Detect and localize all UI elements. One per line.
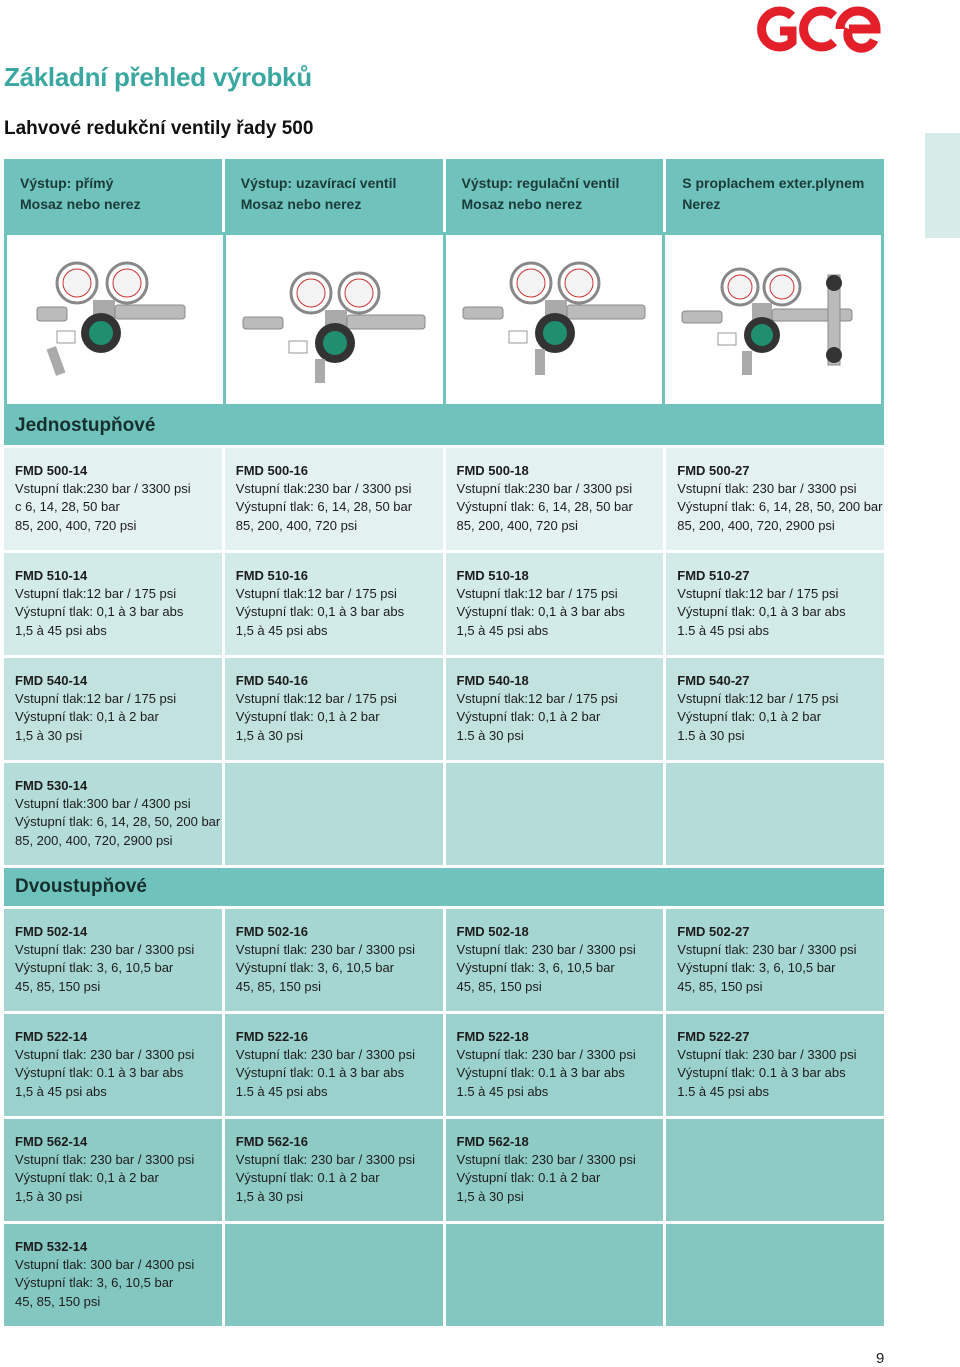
product-cell [446, 1014, 664, 1116]
inlet-pressure: Vstupní tlak: 230 bar / 3300 psi [235, 1152, 415, 1168]
column-header [4, 159, 222, 232]
outlet-pressure: Výstupní tlak: 0.1 à 2 bar [456, 1170, 601, 1186]
outlet-pressure: c 6, 14, 28, 50 bar [15, 499, 120, 515]
column-header-outlet: Výstup: uzavírací ventil [240, 175, 397, 191]
outlet-pressure: Výstupní tlak: 0.1 à 3 bar abs [15, 1065, 184, 1081]
product-name: FMD 532-14 [15, 1239, 88, 1254]
outlet-psi: 1,5 à 30 psi [456, 1188, 524, 1204]
outlet-pressure: Výstupní tlak: 0,1 à 2 bar [15, 709, 159, 725]
product-row [4, 763, 884, 865]
outlet-pressure: Výstupní tlak: 3, 6, 10,5 bar [235, 960, 395, 976]
product-cell [4, 909, 222, 1011]
page-number: 9 [876, 1350, 885, 1367]
product-cell [4, 553, 222, 655]
section-double-stage: Dvoustupňové [4, 868, 884, 906]
outlet-pressure: Výstupní tlak: 0,1 à 2 bar [235, 709, 380, 725]
product-cell [225, 909, 443, 1011]
inlet-pressure: Vstupní tlak:230 bar / 3300 psi [15, 481, 191, 497]
column-header-outlet: Výstup: regulační ventil [461, 175, 620, 191]
column-header-material: Mosaz nebo nerez [240, 196, 362, 212]
outlet-psi: 1.5 à 30 psi [677, 727, 745, 743]
regulator-control-icon [459, 255, 649, 385]
column-header [446, 159, 664, 232]
empty-cell [225, 763, 443, 865]
outlet-pressure: Výstupní tlak: 0.1 à 3 bar abs [677, 1065, 846, 1081]
product-name: FMD 502-14 [15, 924, 88, 939]
outlet-psi: 85, 200, 400, 720 psi [235, 517, 358, 533]
product-cell [446, 658, 664, 760]
empty-cell [446, 763, 664, 865]
outlet-psi: 1,5 à 45 psi abs [15, 1083, 107, 1099]
product-cell [4, 1224, 222, 1326]
outlet-pressure: Výstupní tlak: 3, 6, 10,5 bar [15, 1275, 174, 1291]
product-image-row [4, 232, 884, 407]
product-name: FMD 500-18 [456, 463, 529, 478]
product-name: FMD 522-27 [677, 1029, 750, 1044]
column-header-material: Mosaz nebo nerez [20, 196, 141, 212]
product-cell [666, 1014, 884, 1116]
outlet-pressure: Výstupní tlak: 0.1 à 2 bar [235, 1170, 380, 1186]
inlet-pressure: Vstupní tlak:12 bar / 175 psi [456, 691, 618, 707]
inlet-pressure: Vstupní tlak:12 bar / 175 psi [235, 691, 397, 707]
inlet-pressure: Vstupní tlak: 230 bar / 3300 psi [15, 1047, 195, 1063]
regulator-image [7, 235, 223, 404]
product-name: FMD 502-27 [677, 924, 750, 939]
regulator-image [226, 235, 442, 404]
product-cell [4, 763, 222, 865]
column-header-outlet: Výstup: přímý [20, 175, 114, 191]
empty-cell [666, 1119, 884, 1221]
product-cell [225, 658, 443, 760]
inlet-pressure: Vstupní tlak:12 bar / 175 psi [235, 586, 397, 602]
outlet-pressure: Výstupní tlak: 6, 14, 28, 50, 200 bar [677, 499, 883, 515]
outlet-psi: 45, 85, 150 psi [15, 978, 101, 994]
outlet-psi: 1.5 à 45 psi abs [235, 1083, 328, 1099]
outlet-pressure: Výstupní tlak: 0,1 à 2 bar [677, 709, 822, 725]
inlet-pressure: Vstupní tlak:12 bar / 175 psi [677, 691, 839, 707]
gce-logo [752, 4, 882, 54]
product-name: FMD 502-18 [456, 924, 529, 939]
outlet-psi: 1.5 à 45 psi abs [677, 622, 770, 638]
column-header-outlet: S proplachem exter.plynem [682, 175, 865, 191]
product-name: FMD 540-14 [15, 673, 88, 688]
outlet-pressure: Výstupní tlak: 0.1 à 3 bar abs [456, 1065, 625, 1081]
product-name: FMD 562-14 [15, 1134, 88, 1149]
product-name: FMD 562-16 [235, 1134, 308, 1149]
product-row [4, 1014, 884, 1116]
product-name: FMD 522-14 [15, 1029, 88, 1044]
outlet-pressure: Výstupní tlak: 3, 6, 10,5 bar [15, 960, 174, 976]
product-name: FMD 522-16 [235, 1029, 308, 1044]
product-row [4, 1119, 884, 1221]
outlet-psi: 1.5 à 45 psi abs [677, 1083, 770, 1099]
product-row [4, 658, 884, 760]
inlet-pressure: Vstupní tlak: 230 bar / 3300 psi [456, 1047, 636, 1063]
outlet-psi: 1,5 à 30 psi [235, 727, 303, 743]
outlet-pressure: Výstupní tlak: 6, 14, 28, 50, 200 bar [15, 814, 221, 830]
product-name: FMD 500-27 [677, 463, 750, 478]
inlet-pressure: Vstupní tlak: 230 bar / 3300 psi [456, 942, 636, 958]
outlet-psi: 1,5 à 45 psi abs [15, 622, 107, 638]
product-name: FMD 540-18 [456, 673, 529, 688]
section-single-stage: Jednostupňové [4, 407, 884, 445]
inlet-pressure: Vstupní tlak: 230 bar / 3300 psi [677, 942, 857, 958]
page-title: Základní přehled výrobků [4, 62, 312, 92]
outlet-psi: 85, 200, 400, 720, 2900 psi [677, 517, 835, 533]
product-cell [666, 909, 884, 1011]
product-cell [4, 1119, 222, 1221]
product-cell [666, 658, 884, 760]
product-name: FMD 500-16 [235, 463, 308, 478]
product-cell [666, 553, 884, 655]
inlet-pressure: Vstupní tlak:12 bar / 175 psi [456, 586, 618, 602]
inlet-pressure: Vstupní tlak:230 bar / 3300 psi [235, 481, 412, 497]
inlet-pressure: Vstupní tlak: 230 bar / 3300 psi [15, 1152, 195, 1168]
empty-cell [666, 763, 884, 865]
product-cell [4, 1014, 222, 1116]
outlet-pressure: Výstupní tlak: 0.1 à 3 bar abs [235, 1065, 405, 1081]
outlet-psi: 45, 85, 150 psi [456, 978, 542, 994]
product-name: FMD 510-16 [235, 568, 308, 583]
outlet-pressure: Výstupní tlak: 3, 6, 10,5 bar [677, 960, 836, 976]
product-cell [4, 658, 222, 760]
outlet-psi: 1,5 à 45 psi abs [235, 622, 328, 638]
outlet-pressure: Výstupní tlak: 3, 6, 10,5 bar [456, 960, 615, 976]
product-name: FMD 522-18 [456, 1029, 529, 1044]
product-cell [446, 1119, 664, 1221]
regulator-shutoff-icon [239, 255, 429, 385]
outlet-pressure: Výstupní tlak: 0,1 à 3 bar abs [456, 604, 625, 620]
outlet-psi: 1,5 à 45 psi abs [456, 622, 549, 638]
empty-cell [225, 1224, 443, 1326]
product-name: FMD 502-16 [235, 924, 308, 939]
product-name: FMD 540-16 [235, 673, 308, 688]
product-cell [225, 1119, 443, 1221]
outlet-psi: 45, 85, 150 psi [677, 978, 763, 994]
product-name: FMD 540-27 [677, 673, 750, 688]
product-row [4, 1224, 884, 1326]
outlet-pressure: Výstupní tlak: 0,1 à 2 bar [456, 709, 601, 725]
product-grid [4, 159, 884, 1326]
product-cell [225, 553, 443, 655]
inlet-pressure: Vstupní tlak: 230 bar / 3300 psi [15, 942, 195, 958]
product-cell [225, 1014, 443, 1116]
column-header-material: Mosaz nebo nerez [461, 196, 583, 212]
product-row [4, 448, 884, 550]
product-name: FMD 510-27 [677, 568, 750, 583]
outlet-psi: 1,5 à 30 psi [15, 727, 83, 743]
inlet-pressure: Vstupní tlak:230 bar / 3300 psi [456, 481, 633, 497]
inlet-pressure: Vstupní tlak: 300 bar / 4300 psi [15, 1257, 195, 1273]
regulator-purge-icon [678, 255, 868, 385]
inlet-pressure: Vstupní tlak: 230 bar / 3300 psi [677, 1047, 857, 1063]
product-name: FMD 562-18 [456, 1134, 529, 1149]
inlet-pressure: Vstupní tlak: 230 bar / 3300 psi [235, 942, 415, 958]
column-header-material: Nerez [682, 196, 721, 212]
empty-cell [666, 1224, 884, 1326]
empty-cell [446, 1224, 664, 1326]
outlet-psi: 1,5 à 30 psi [15, 1188, 83, 1204]
column-header [666, 159, 884, 232]
product-cell [446, 448, 664, 550]
outlet-psi: 85, 200, 400, 720, 2900 psi [15, 832, 173, 848]
regulator-image [665, 235, 881, 404]
product-name: FMD 510-14 [15, 568, 88, 583]
outlet-psi: 85, 200, 400, 720 psi [15, 517, 137, 533]
product-cell [225, 448, 443, 550]
column-header-row [4, 159, 884, 232]
outlet-psi: 1.5 à 30 psi [456, 727, 524, 743]
product-name: FMD 510-18 [456, 568, 529, 583]
outlet-pressure: Výstupní tlak: 0,1 à 3 bar abs [677, 604, 846, 620]
regulator-straight-icon [35, 255, 195, 385]
outlet-pressure: Výstupní tlak: 0,1 à 2 bar [15, 1170, 159, 1186]
product-cell [4, 448, 222, 550]
inlet-pressure: Vstupní tlak: 230 bar / 3300 psi [677, 481, 857, 497]
product-row [4, 909, 884, 1011]
regulator-image [446, 235, 662, 404]
column-header [225, 159, 443, 232]
outlet-psi: 45, 85, 150 psi [235, 978, 322, 994]
inlet-pressure: Vstupní tlak:300 bar / 4300 psi [15, 796, 191, 812]
outlet-psi: 85, 200, 400, 720 psi [456, 517, 578, 533]
product-name: FMD 530-14 [15, 778, 88, 793]
inlet-pressure: Vstupní tlak:12 bar / 175 psi [15, 586, 177, 602]
outlet-pressure: Výstupní tlak: 0,1 à 3 bar abs [15, 604, 184, 620]
outlet-psi: 1.5 à 45 psi abs [456, 1083, 549, 1099]
product-cell [446, 909, 664, 1011]
outlet-psi: 45, 85, 150 psi [15, 1293, 101, 1309]
inlet-pressure: Vstupní tlak: 230 bar / 3300 psi [456, 1152, 636, 1168]
product-cell [446, 553, 664, 655]
outlet-pressure: Výstupní tlak: 6, 14, 28, 50 bar [456, 499, 633, 515]
page-subtitle: Lahvové redukční ventily řady 500 [4, 118, 314, 139]
side-tab [925, 133, 960, 238]
inlet-pressure: Vstupní tlak:12 bar / 175 psi [15, 691, 177, 707]
inlet-pressure: Vstupní tlak: 230 bar / 3300 psi [235, 1047, 415, 1063]
inlet-pressure: Vstupní tlak:12 bar / 175 psi [677, 586, 839, 602]
outlet-psi: 1,5 à 30 psi [235, 1188, 303, 1204]
product-name: FMD 500-14 [15, 463, 88, 478]
outlet-pressure: Výstupní tlak: 6, 14, 28, 50 bar [235, 499, 413, 515]
product-row [4, 553, 884, 655]
product-cell [666, 448, 884, 550]
outlet-pressure: Výstupní tlak: 0,1 à 3 bar abs [235, 604, 405, 620]
